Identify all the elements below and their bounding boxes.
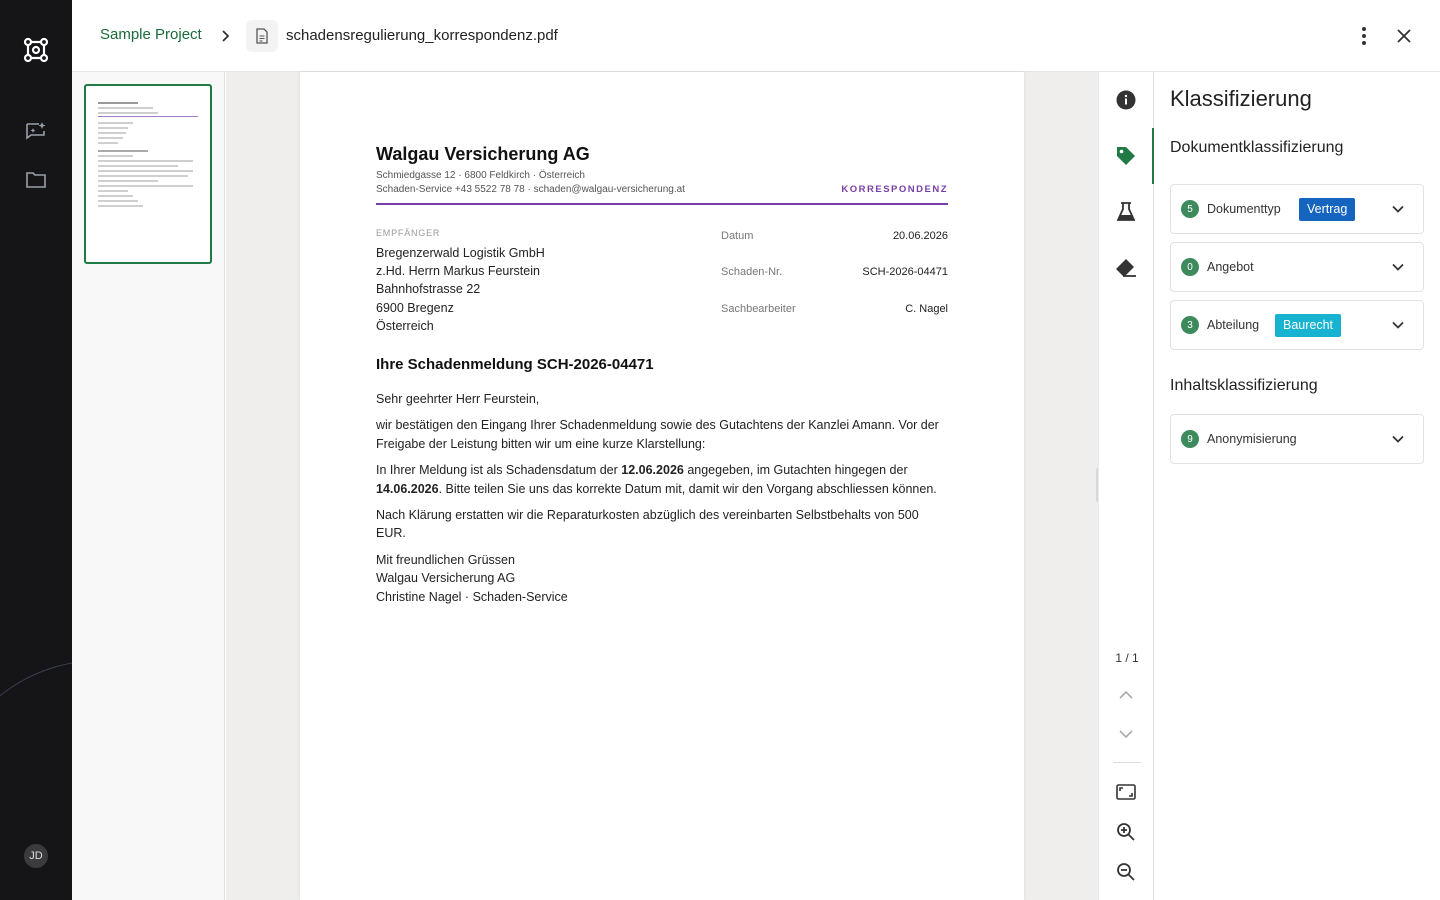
company-contact: Schaden-Service +43 5522 78 78 · schaden@walgau-versicherung.at <box>376 184 685 195</box>
date-expert-report: 14.06.2026 <box>376 481 439 496</box>
zoom-out-icon <box>1116 862 1136 882</box>
count-badge: 3 <box>1181 316 1199 334</box>
file-icon <box>246 20 278 52</box>
page-thumbnail[interactable] <box>84 84 212 264</box>
chevron-down-icon[interactable] <box>1391 432 1405 446</box>
closing-line: Christine Nagel · Schaden-Service <box>376 589 568 604</box>
chevron-down-icon[interactable] <box>1391 202 1405 216</box>
panel-title: Klassifizierung <box>1170 86 1312 111</box>
meta-value: C. Nagel <box>905 303 948 315</box>
chevron-right-icon <box>218 26 234 46</box>
count-badge: 9 <box>1181 430 1199 448</box>
recipient-line: 6900 Bregenz <box>376 300 454 315</box>
count-badge: 0 <box>1181 258 1199 276</box>
app-logo-icon[interactable] <box>22 36 50 64</box>
zoom-out-button[interactable] <box>1115 861 1137 883</box>
letter-subject: Ihre Schadenmeldung SCH-2026-04471 <box>376 356 654 373</box>
meta-label: Schaden-Nr. <box>721 266 783 278</box>
classification-card-department[interactable] <box>1170 300 1424 350</box>
chevron-down-icon[interactable] <box>1391 260 1405 274</box>
closing-line: Mit freundlichen Grüssen <box>376 552 515 567</box>
closing-line: Walgau Versicherung AG <box>376 571 516 586</box>
more-options-button[interactable] <box>1352 24 1376 48</box>
close-icon <box>1396 28 1412 44</box>
app-nav <box>0 0 72 900</box>
card-label: Abteilung <box>1207 318 1260 332</box>
section-document-classification: Dokumentklassifizierung <box>1170 139 1344 156</box>
zoom-in-icon <box>1116 822 1136 842</box>
card-label: Dokumenttyp <box>1207 202 1281 216</box>
chevron-up-icon <box>1119 690 1133 700</box>
info-button[interactable] <box>1115 89 1137 111</box>
company-address: Schmiedgasse 12 · 6800 Feldkirch · Österreich <box>376 170 585 181</box>
classification-button[interactable] <box>1115 145 1137 167</box>
meta-value: 20.06.2026 <box>892 230 948 242</box>
more-vertical-icon <box>1362 27 1366 45</box>
classification-card-document-type[interactable] <box>1170 184 1424 234</box>
lab-button[interactable] <box>1115 201 1137 223</box>
info-icon <box>1116 90 1136 110</box>
value-chip[interactable]: Baurecht <box>1275 314 1341 337</box>
meta-label: Sachbearbeiter <box>721 303 796 315</box>
chevron-down-icon[interactable] <box>1391 318 1405 332</box>
close-button[interactable] <box>1392 24 1416 48</box>
letter-body <box>376 390 948 606</box>
paragraph-2: In Ihrer Meldung ist als Schadensdatum der 12.06.2026 angegeben, im Gutachten hingegen der 14.06.2026. Bitte teilen Sie uns das korrekte Datum mit, damit wir den Vorgang abschliessen können. <box>376 463 937 496</box>
chevron-down-icon <box>1119 729 1133 739</box>
tag-icon <box>1115 145 1137 167</box>
classification-card-anonymization[interactable] <box>1170 414 1424 464</box>
classification-panel <box>1154 72 1440 900</box>
flask-icon <box>1117 202 1135 222</box>
recipient-label: EMPFÄNGER <box>376 228 441 238</box>
value-chip[interactable]: Vertrag <box>1299 198 1355 221</box>
count-badge: 5 <box>1181 200 1199 218</box>
card-label: Angebot <box>1207 260 1254 274</box>
document-tag: KORRESPONDENZ <box>841 184 948 195</box>
company-name: Walgau Versicherung AG <box>376 144 590 164</box>
tool-rail <box>1098 72 1154 900</box>
classification-card-offer[interactable] <box>1170 242 1424 292</box>
page-indicator: 1 / 1 <box>1115 651 1139 665</box>
meta-value: SCH-2026-04471 <box>862 266 948 278</box>
meta-label: Datum <box>721 230 754 242</box>
thumbnail-sidebar <box>72 72 225 900</box>
rail-divider <box>1113 762 1141 763</box>
file-name: schadensregulierung_korrespondenz.pdf <box>286 27 558 44</box>
chat-sparkle-icon[interactable] <box>24 120 48 144</box>
eraser-icon <box>1115 258 1137 278</box>
zoom-in-button[interactable] <box>1115 821 1137 843</box>
previous-page-button[interactable] <box>1115 684 1137 706</box>
fit-screen-icon <box>1116 784 1136 800</box>
recipient-line: Österreich <box>376 318 434 333</box>
paragraph-1: wir bestätigen den Eingang Ihrer Schadenmeldung sowie des Gutachtens der Kanzlei Amann. Vor der Freigabe der Leistung bitten wir um eine kurze Klarstellung: <box>376 418 939 451</box>
fit-page-button[interactable] <box>1115 781 1137 803</box>
paragraph-3: Nach Klärung erstatten wir die Reparaturkosten abzüglich des vereinbarten Selbstbehalts von 500 EUR. <box>376 508 919 541</box>
card-label: Anonymisierung <box>1207 432 1297 446</box>
recipient-line: z.Hd. Herrn Markus Feurstein <box>376 264 540 279</box>
header-divider <box>376 203 948 205</box>
recipient-line: Bregenzerwald Logistik GmbH <box>376 246 545 260</box>
document-viewer[interactable] <box>226 72 1098 900</box>
eraser-button[interactable] <box>1115 257 1137 279</box>
folder-icon[interactable] <box>24 168 48 192</box>
next-page-button[interactable] <box>1115 723 1137 745</box>
date-reported: 12.06.2026 <box>621 463 684 478</box>
closing <box>376 551 948 606</box>
top-bar <box>72 0 1440 72</box>
breadcrumb-project[interactable]: Sample Project <box>100 26 202 43</box>
document-page <box>300 72 1024 900</box>
recipient-address <box>376 244 545 335</box>
recipient-line: Bahnhofstrasse 22 <box>376 282 481 297</box>
section-content-classification: Inhaltsklassifizierung <box>1170 377 1318 394</box>
avatar[interactable]: JD <box>24 844 48 868</box>
salutation: Sehr geehrter Herr Feurstein, <box>376 392 540 406</box>
